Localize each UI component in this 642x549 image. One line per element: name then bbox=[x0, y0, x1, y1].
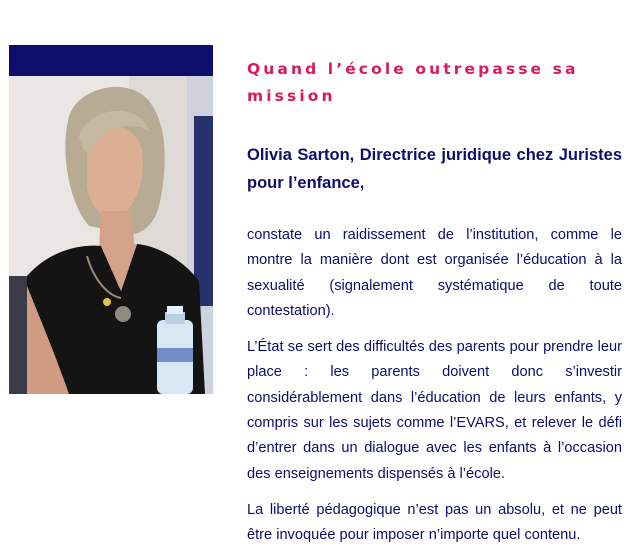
article bbox=[247, 56, 622, 549]
paragraph-2: L’État se sert des difficultés des parents pour prendre leur place : les parents doivent donc s’investir considérablement dans l’éducation de leurs enfants, y compris sur les sujets comme l’EVARS, et relever le défi d’entrer dans un dialogue avec les enfants à l’occasion des enseignements dispensés à l’école. bbox=[247, 339, 622, 482]
paragraph-3: La liberté pédagogique n’est pas un absolu, et ne peut être invoquée pour imposer n’importe quel contenu. bbox=[247, 501, 622, 544]
speaker-photo bbox=[9, 76, 213, 394]
paragraph-1: constate un raidissement de l’institution, comme le montre la manière dont est organisée l’éducation à la sexualité (signalement systématique de toute contestation). bbox=[247, 227, 622, 319]
photo-frame bbox=[9, 45, 213, 385]
author-byline: Olivia Sarton, Directrice juridique chez Juristes pour l’enfance, bbox=[247, 146, 622, 192]
article-headline: Quand l’école outrepasse sa mission bbox=[247, 60, 579, 105]
